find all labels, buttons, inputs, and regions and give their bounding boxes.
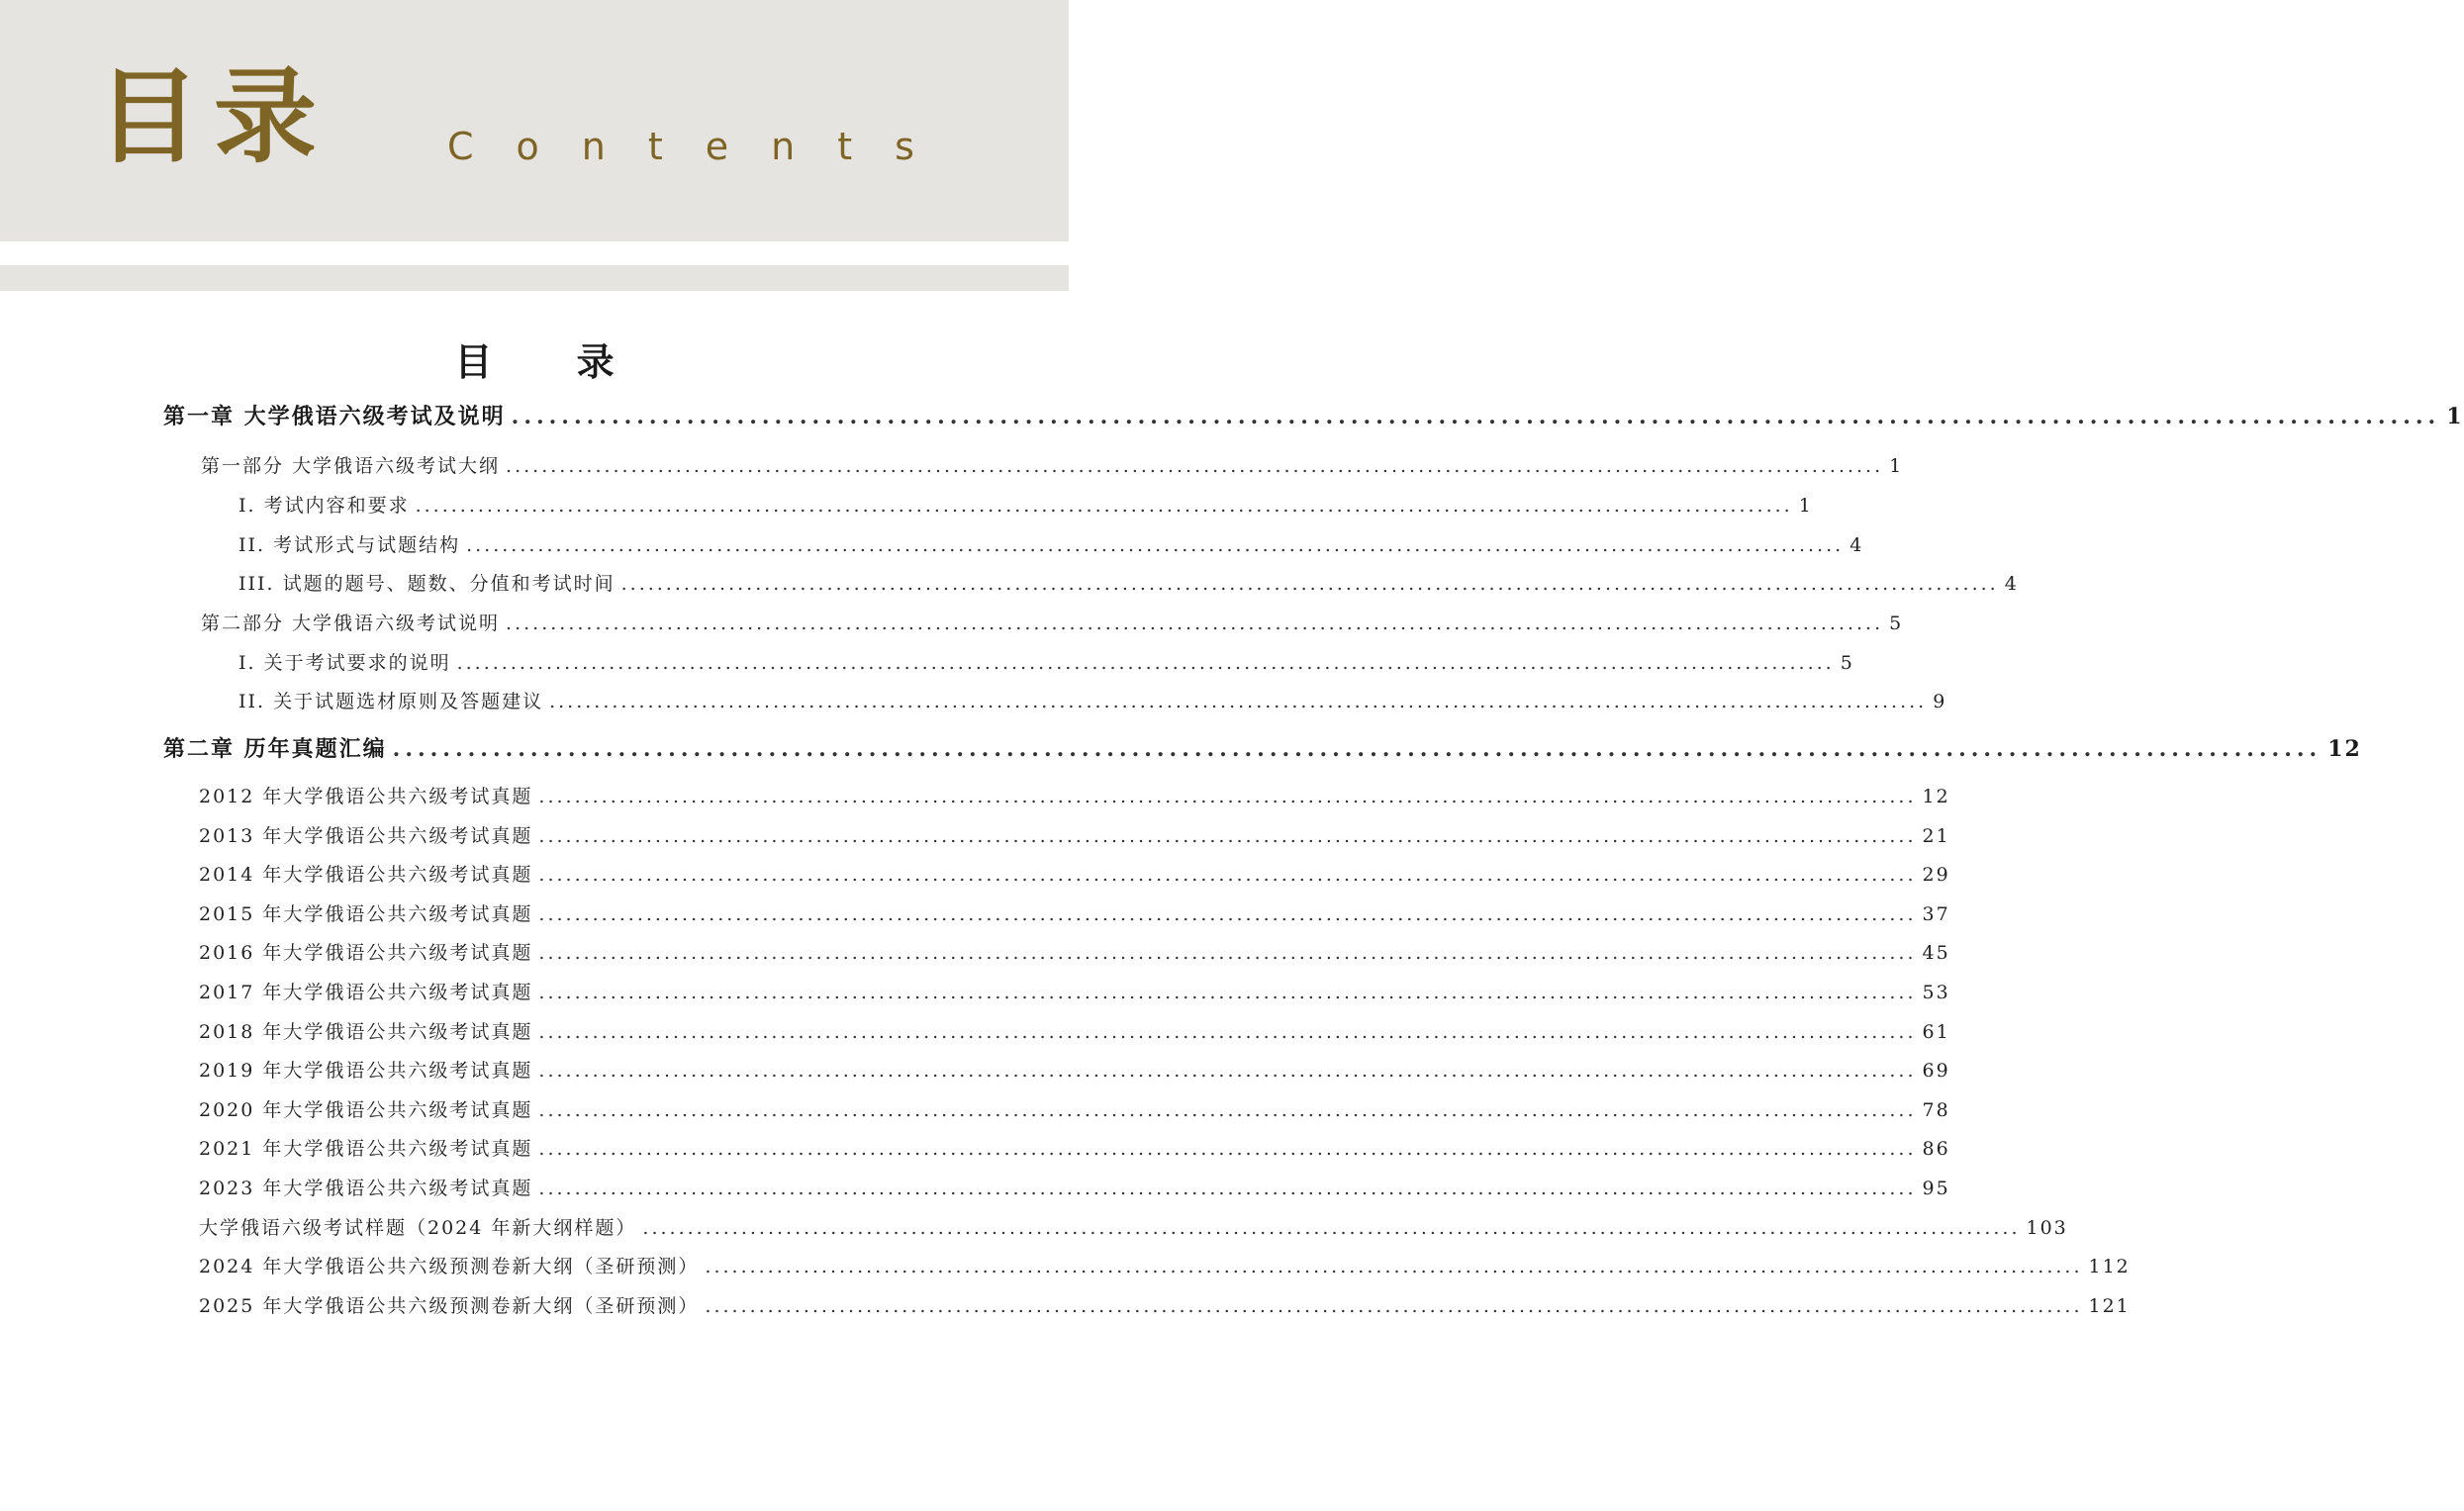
toc-entry-label: 2025 年大学俄语公共六级预测卷新大纲（圣研预测） (199, 1295, 700, 1317)
toc-page-number: 12 (1922, 786, 1950, 807)
toc-entry[interactable] (199, 1134, 1950, 1161)
dot-leader: .......................................................................................................................................................... (538, 1178, 1917, 1199)
toc-chapter-1[interactable] (163, 400, 2464, 430)
toc-page-number: 29 (1922, 864, 1950, 886)
dot-leader: .......................................................................................................................................................... (538, 1021, 1917, 1043)
toc-page-number: 69 (1922, 1060, 1950, 1082)
toc-page-number: 45 (1922, 942, 1950, 964)
toc-page-number: 78 (1922, 1099, 1950, 1121)
toc-heading: 目 录 (454, 339, 650, 384)
toc-page-number: 1 (1798, 495, 1813, 517)
toc-entry-label: 第一部分 大学俄语六级考试大纲 (201, 455, 501, 477)
toc-page-number: 103 (2026, 1217, 2068, 1239)
toc-entry-label: 2012 年大学俄语公共六级考试真题 (199, 786, 533, 807)
dot-leader: .......................................................................................................................................................... (620, 573, 1999, 595)
toc-entry-label: 2021 年大学俄语公共六级考试真题 (199, 1138, 533, 1160)
toc-entry-label: 大学俄语六级考试样题（2024 年新大纲样题） (199, 1217, 637, 1239)
toc-entry-label: II. 关于试题选材原则及答题建议 (238, 691, 544, 712)
toc-entry-label: I. 关于考试要求的说明 (238, 652, 451, 674)
toc-page-number: 4 (2004, 573, 2019, 595)
dot-leader: .......................................................................................................................................................... (538, 982, 1917, 1003)
dot-leader: .......................................................................................................................................................... (538, 1138, 1917, 1160)
toc-part-1[interactable] (201, 451, 1904, 478)
toc-page-number: 4 (1849, 534, 1864, 556)
toc-page-number: 61 (1922, 1021, 1950, 1043)
toc-entry-label: 第一章 大学俄语六级考试及说明 (163, 404, 506, 429)
toc-entry[interactable] (199, 860, 1950, 887)
toc-entry-label: 2016 年大学俄语公共六级考试真题 (199, 942, 533, 964)
toc-entry[interactable] (199, 1017, 1950, 1044)
toc-entry[interactable] (199, 1056, 1950, 1083)
toc-entry-label: 2017 年大学俄语公共六级考试真题 (199, 982, 533, 1003)
toc-entry-label: 第二章 历年真题汇编 (163, 736, 387, 762)
toc-entry[interactable] (238, 569, 2019, 596)
toc-entry[interactable] (238, 648, 1854, 675)
toc-entry[interactable] (199, 1174, 1950, 1200)
toc-entry-label: I. 考试内容和要求 (238, 495, 410, 517)
dot-leader: .......................................................................................................................................................... (642, 1217, 2021, 1239)
toc-page-number: 112 (2088, 1256, 2131, 1277)
divider-stripe (0, 265, 1069, 291)
dot-leader: .......................................................................................................................................................... (456, 652, 1835, 674)
toc-entry[interactable] (199, 978, 1950, 1004)
dot-leader: .......................................................................................................................................................... (415, 495, 1793, 517)
toc-entry[interactable] (238, 687, 1947, 713)
toc-entry-label: 2019 年大学俄语公共六级考试真题 (199, 1060, 533, 1082)
toc-page-number: 121 (2088, 1295, 2131, 1317)
toc-entry-label: 2023 年大学俄语公共六级考试真题 (199, 1178, 533, 1199)
toc-entry-label: 2015 年大学俄语公共六级考试真题 (199, 903, 533, 925)
toc-page-number: 37 (1922, 903, 1950, 925)
toc-page-number: 12 (2327, 736, 2362, 762)
toc-page-number: 1 (1889, 455, 1904, 477)
toc-entry[interactable] (199, 1095, 1950, 1122)
toc-entry-label: III. 试题的题号、题数、分值和考试时间 (238, 573, 616, 595)
toc-entry-label: 2024 年大学俄语公共六级预测卷新大纲（圣研预测） (199, 1256, 700, 1277)
toc-page-number: 95 (1922, 1178, 1950, 1199)
toc-entry[interactable] (199, 1252, 2131, 1278)
toc-page-number: 53 (1922, 982, 1950, 1003)
dot-leader: .......................................................................................................................................................... (392, 736, 2322, 762)
dot-leader: .......................................................................................................................................................... (538, 786, 1917, 807)
dot-leader: .......................................................................................................................................................... (549, 691, 1928, 712)
dot-leader: .......................................................................................................................................................... (511, 404, 2441, 429)
toc-page-number: 21 (1922, 825, 1950, 847)
toc-page-number: 9 (1933, 691, 1947, 712)
dot-leader: .......................................................................................................................................................... (538, 942, 1917, 964)
banner-title: 目录 (97, 55, 332, 177)
toc-entry-label: 2013 年大学俄语公共六级考试真题 (199, 825, 533, 847)
dot-leader: .......................................................................................................................................................... (538, 1099, 1917, 1121)
toc-part-2[interactable] (201, 609, 1904, 635)
toc-entry-label: 2014 年大学俄语公共六级考试真题 (199, 864, 533, 886)
toc-entry[interactable] (238, 530, 1864, 557)
toc-entry-label: 2020 年大学俄语公共六级考试真题 (199, 1099, 533, 1121)
toc-entry[interactable] (199, 899, 1950, 926)
toc-entry[interactable] (199, 1213, 2068, 1240)
toc-page-number: 86 (1922, 1138, 1950, 1160)
toc-page-number: 5 (1840, 652, 1854, 674)
toc-page-number: 1 (2446, 404, 2464, 429)
dot-leader: .......................................................................................................................................................... (538, 864, 1917, 886)
dot-leader: .......................................................................................................................................................... (506, 613, 1884, 634)
header-banner (0, 0, 1069, 241)
dot-leader: .......................................................................................................................................................... (705, 1256, 2083, 1277)
toc-entry[interactable] (199, 938, 1950, 965)
dot-leader: .......................................................................................................................................................... (538, 903, 1917, 925)
toc-entry-label: II. 考试形式与试题结构 (238, 534, 461, 556)
toc-entry-label: 2018 年大学俄语公共六级考试真题 (199, 1021, 533, 1043)
toc-entry[interactable] (199, 782, 1950, 808)
toc-entry[interactable] (199, 1291, 2131, 1318)
toc-chapter-2[interactable] (163, 732, 2362, 763)
dot-leader: .......................................................................................................................................................... (538, 825, 1917, 847)
toc-entry[interactable] (199, 821, 1950, 848)
dot-leader: .......................................................................................................................................................... (705, 1295, 2083, 1317)
dot-leader: .......................................................................................................................................................... (506, 455, 1884, 477)
toc-entry[interactable] (238, 491, 1813, 518)
toc-page-number: 5 (1889, 613, 1904, 634)
toc-entry-label: 第二部分 大学俄语六级考试说明 (201, 613, 501, 634)
dot-leader: .......................................................................................................................................................... (538, 1060, 1917, 1082)
dot-leader: .......................................................................................................................................................... (466, 534, 1845, 556)
banner-subtitle: Contents (447, 125, 957, 168)
